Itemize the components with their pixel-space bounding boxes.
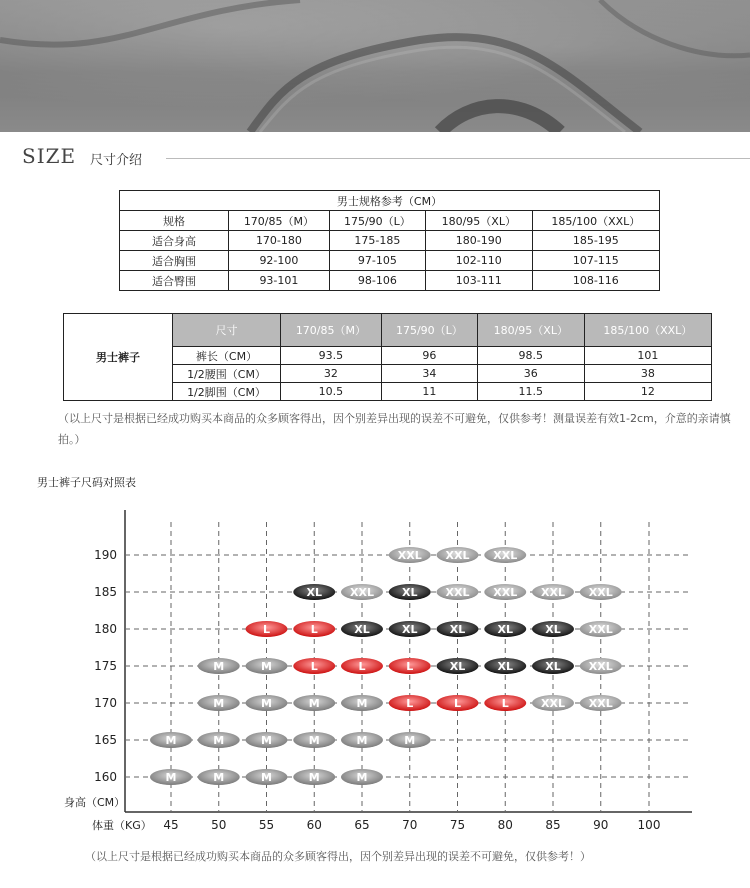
row-label: 适合臀围 — [120, 271, 229, 291]
table-cell: 93.5 — [281, 347, 382, 365]
x-tick-label: 75 — [449, 818, 466, 832]
size-subtitle: 尺寸介绍 — [90, 153, 143, 168]
size-pill-label: XXL — [588, 697, 613, 710]
size-marker — [198, 769, 240, 785]
size-pill-label: L — [358, 660, 366, 673]
header-cell: 175/90（L） — [381, 314, 477, 347]
y-tick-label: 165 — [94, 733, 117, 747]
table-cell: 98.5 — [477, 347, 584, 365]
size-marker — [580, 584, 622, 600]
size-pill-label: XXL — [493, 586, 518, 599]
table-cell: 101 — [584, 347, 711, 365]
table-cell: 108-116 — [532, 271, 659, 291]
size-marker — [246, 695, 288, 711]
size-marker — [532, 658, 574, 674]
size-pill-label: L — [406, 697, 414, 710]
x-tick-label: 100 — [637, 818, 661, 832]
y-axis-label: 身高（CM） — [64, 796, 126, 809]
size-marker — [246, 769, 288, 785]
header-cell: 185/100（XXL） — [532, 211, 659, 231]
size-pill-label: XXL — [588, 660, 613, 673]
size-marker — [198, 658, 240, 674]
product-label: 男士裤子 — [64, 314, 173, 401]
table-cell: 102-110 — [425, 251, 532, 271]
size-marker — [341, 695, 383, 711]
table-cell: 93-101 — [229, 271, 330, 291]
size-pill-label: XXL — [445, 586, 470, 599]
y-tick-label: 185 — [94, 585, 117, 599]
row-label: 裤长（CM） — [173, 347, 281, 365]
size-marker — [293, 732, 335, 748]
size-marker — [150, 732, 192, 748]
table-cell: 175-185 — [329, 231, 425, 251]
size-pill-label: XXL — [541, 586, 565, 599]
size-pill-label: XL — [449, 660, 466, 673]
size-marker — [437, 547, 479, 563]
size-pill-label: M — [213, 697, 225, 710]
table-cell: 38 — [584, 365, 711, 383]
size-pill-label: XL — [545, 623, 561, 636]
size-pill-label: M — [261, 697, 272, 710]
size-marker — [293, 621, 335, 637]
size-pill-label: M — [404, 734, 416, 747]
x-tick-label: 55 — [258, 818, 275, 832]
size-pill-label: M — [213, 734, 225, 747]
size-marker — [389, 695, 431, 711]
size-pill-label: XXL — [541, 697, 565, 710]
header-cell: 尺寸 — [173, 314, 281, 347]
size-marker — [341, 584, 383, 600]
size-marker — [246, 621, 288, 637]
table-cell: 32 — [281, 365, 382, 383]
size-pill-label: XXL — [493, 549, 518, 562]
size-marker — [246, 732, 288, 748]
x-tick-label: 45 — [163, 818, 179, 832]
table-cell: 11.5 — [477, 383, 584, 401]
table-cell: 36 — [477, 365, 584, 383]
header-cell: 180/95（XL） — [425, 211, 532, 231]
size-marker — [246, 658, 288, 674]
size-pill-label: M — [213, 771, 225, 784]
header-cell: 185/100（XXL） — [584, 314, 711, 347]
size-marker — [150, 769, 192, 785]
size-pill-label: XL — [497, 623, 513, 636]
table-cell: 34 — [381, 365, 477, 383]
size-marker — [389, 621, 431, 637]
row-label: 1/2腰围（CM） — [173, 365, 281, 383]
size-marker — [437, 658, 479, 674]
size-marker — [341, 658, 383, 674]
disclaimer-note: （以上尺寸是根据已经成功购买本商品的众多顾客得出，因个别差异出现的误差不可避免，仅供参考！测量误差有效1-2cm，介意的亲请慎拍。） — [58, 412, 731, 446]
size-pill-label: M — [213, 660, 225, 673]
row-label: 1/2脚围（CM） — [173, 383, 281, 401]
size-pill-label: M — [356, 771, 368, 784]
size-pill-label: XL — [402, 623, 418, 636]
size-marker — [484, 658, 526, 674]
size-marker — [484, 695, 526, 711]
size-marker — [437, 621, 479, 637]
row-label: 适合身高 — [120, 231, 229, 251]
size-marker — [389, 732, 431, 748]
header-cell: 规格 — [120, 211, 229, 231]
x-tick-label: 85 — [545, 818, 561, 832]
size-pill-label: L — [262, 623, 271, 636]
x-tick-label: 65 — [354, 818, 370, 832]
table-cell: 107-115 — [532, 251, 659, 271]
size-pill-label: M — [165, 771, 177, 784]
size-marker — [532, 621, 574, 637]
y-tick-label: 180 — [94, 622, 117, 636]
x-axis-label: 体重（KG） — [92, 819, 152, 832]
size-pill-label: XL — [402, 586, 418, 599]
header-cell: 170/85（M） — [229, 211, 330, 231]
row-label: 适合胸围 — [120, 251, 229, 271]
y-tick-label: 190 — [94, 548, 117, 562]
size-pill-label: M — [261, 771, 272, 784]
size-pill-label: M — [356, 734, 368, 747]
table-cell: 98-106 — [329, 271, 425, 291]
x-tick-label: 50 — [211, 818, 227, 832]
size-pill-label: M — [308, 771, 320, 784]
size-title: SIZE — [22, 144, 77, 168]
header-cell: 175/90（L） — [329, 211, 425, 231]
table-cell: 11 — [381, 383, 477, 401]
table-cell: 12 — [584, 383, 711, 401]
x-tick-label: 70 — [402, 818, 418, 832]
size-pill-label: M — [165, 734, 177, 747]
size-marker — [532, 695, 574, 711]
size-pill-label: XXL — [397, 549, 422, 562]
size-pill-label: XL — [497, 660, 513, 673]
size-pill-label: M — [308, 734, 320, 747]
size-pill-label: M — [356, 697, 368, 710]
header-cell: 180/95（XL） — [477, 314, 584, 347]
y-tick-label: 175 — [94, 659, 117, 673]
x-tick-label: 90 — [593, 818, 609, 832]
size-pill-label: M — [261, 734, 272, 747]
table-cell: 96 — [381, 347, 477, 365]
size-marker — [580, 658, 622, 674]
y-tick-label: 160 — [94, 770, 117, 784]
size-pill-label: L — [310, 660, 318, 673]
size-pill-label: XL — [545, 660, 561, 673]
size-pill-label: XL — [354, 623, 370, 636]
table-cell: 92-100 — [229, 251, 330, 271]
size-marker — [484, 621, 526, 637]
header-cell: 170/85（M） — [281, 314, 382, 347]
size-marker — [389, 547, 431, 563]
table-cell: 103-111 — [425, 271, 532, 291]
y-tick-label: 170 — [94, 696, 117, 710]
size-marker — [293, 658, 335, 674]
table-cell: 10.5 — [281, 383, 382, 401]
size-marker — [389, 658, 431, 674]
table-cell: 180-190 — [425, 231, 532, 251]
size-marker — [293, 769, 335, 785]
size-pill-label: L — [453, 697, 462, 710]
size-pill-label: L — [406, 660, 414, 673]
table-cell: 185-195 — [532, 231, 659, 251]
size-marker — [532, 584, 574, 600]
size-marker — [293, 584, 335, 600]
size-marker — [198, 732, 240, 748]
bottom-note: （以上尺寸是根据已经成功购买本商品的众多顾客得出，因个别差异出现的误差不可避免，仅供参考！） — [85, 850, 591, 863]
size-marker — [484, 547, 526, 563]
size-marker — [437, 695, 479, 711]
size-pill-label: XXL — [445, 549, 470, 562]
size-pill-label: XXL — [350, 586, 374, 599]
size-marker — [341, 621, 383, 637]
size-marker — [580, 621, 622, 637]
size-pill-label: M — [308, 697, 320, 710]
size-pill-label: XL — [306, 586, 322, 599]
size-pill-label: XL — [449, 623, 466, 636]
size-pill-label: L — [310, 623, 318, 636]
table-title: 男士规格参考（CM） — [120, 191, 660, 211]
size-pill-label: L — [501, 697, 509, 710]
size-pill-label: XXL — [588, 586, 613, 599]
size-marker — [389, 584, 431, 600]
size-marker — [198, 695, 240, 711]
chart-title: 男士裤子尺码对照表 — [37, 476, 136, 489]
size-marker — [341, 769, 383, 785]
size-marker — [484, 584, 526, 600]
x-tick-label: 60 — [306, 818, 322, 832]
size-marker — [341, 732, 383, 748]
size-marker — [437, 584, 479, 600]
size-marker — [293, 695, 335, 711]
table-cell: 170-180 — [229, 231, 330, 251]
table-cell: 97-105 — [329, 251, 425, 271]
size-pill-label: M — [261, 660, 272, 673]
x-tick-label: 80 — [497, 818, 513, 832]
size-pill-label: XXL — [588, 623, 613, 636]
size-marker — [580, 695, 622, 711]
